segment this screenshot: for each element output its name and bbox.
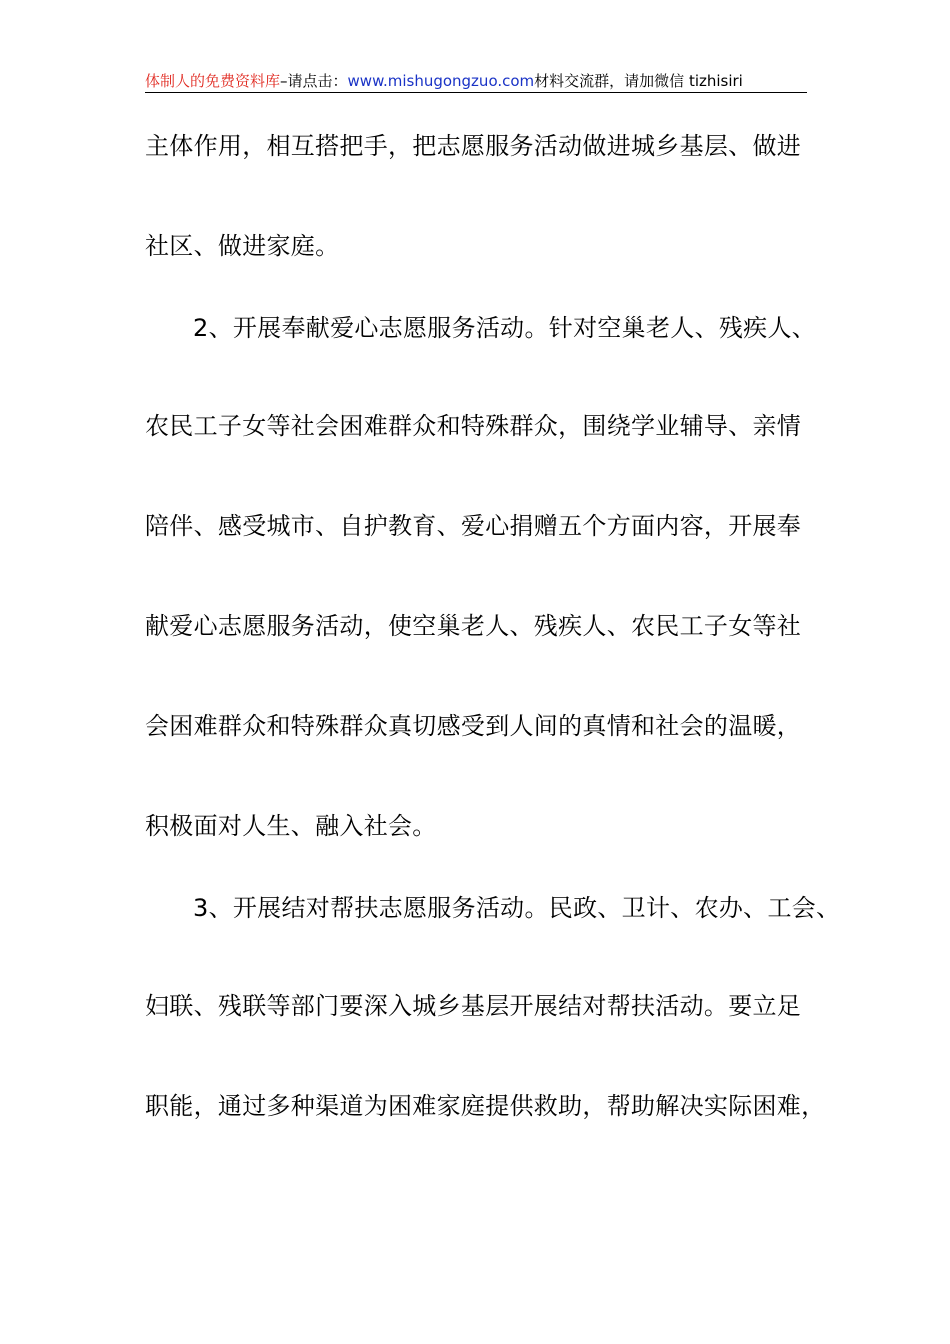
header-link[interactable]: www.mishugongzuo.com	[347, 72, 535, 90]
header-tail: 材料交流群，请加微信 tizhisiri	[534, 72, 743, 90]
body-line-7: 会困难群众和特殊群众真切感受到人间的真情和社会的温暖，	[145, 712, 802, 740]
body-line-4: 农民工子女等社会困难群众和特殊群众，围绕学业辅导、亲情	[145, 412, 802, 440]
body-line-1: 主体作用，相互搭把手，把志愿服务活动做进城乡基层、做进	[145, 132, 802, 160]
page-header	[145, 70, 807, 93]
header-brand: 体制人的免费资料库	[145, 72, 281, 90]
body-line-3: 2、开展奉献爱心志愿服务活动。针对空巢老人、残疾人、	[193, 314, 817, 342]
body-line-9: 3、开展结对帮扶志愿服务活动。民政、卫计、农办、工会、	[193, 894, 841, 922]
header-prompt: –请点击：	[280, 72, 348, 90]
body-line-5: 陪伴、感受城市、自护教育、爱心捐赠五个方面内容，开展奉	[145, 512, 802, 540]
body-line-11: 职能，通过多种渠道为困难家庭提供救助，帮助解决实际困难，	[145, 1092, 826, 1120]
body-line-2: 社区、做进家庭。	[145, 232, 340, 260]
body-line-6: 献爱心志愿服务活动，使空巢老人、残疾人、农民工子女等社	[145, 612, 802, 640]
body-line-8: 积极面对人生、融入社会。	[145, 812, 437, 840]
body-line-10: 妇联、残联等部门要深入城乡基层开展结对帮扶活动。要立足	[145, 992, 802, 1020]
